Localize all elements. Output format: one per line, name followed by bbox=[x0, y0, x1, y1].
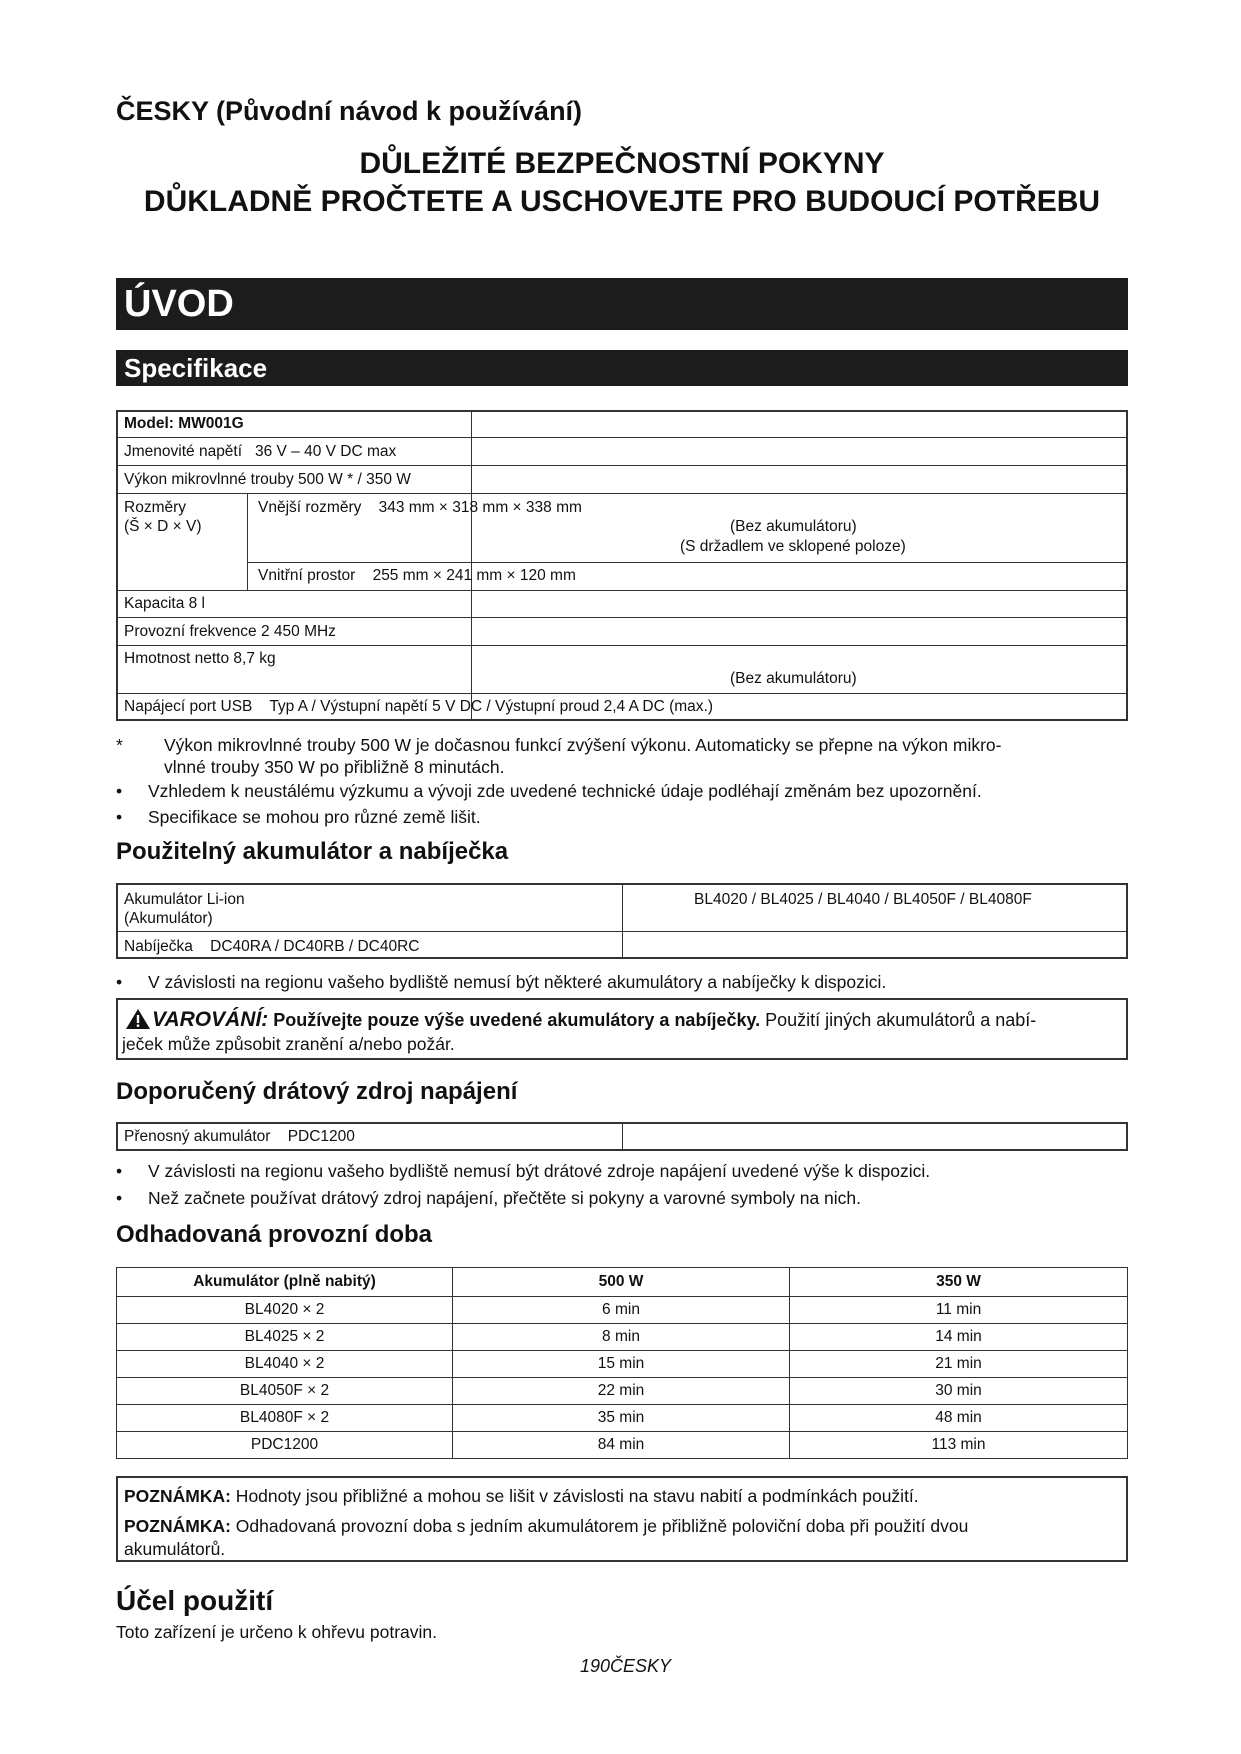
spec-power: Výkon mikrovlnné trouby 500 W * / 350 W bbox=[124, 471, 411, 488]
heading-purpose: Účel použití bbox=[116, 1585, 274, 1616]
spec-outer-note-1: (Bez akumulátoru) bbox=[730, 518, 857, 535]
runtime-cell: 84 min bbox=[453, 1432, 790, 1459]
page-footer: 190ČESKY bbox=[580, 1656, 672, 1676]
spec-usb: Napájecí port USB Typ A / Výstupní napětí 5 V DC / Výstupní proud 2,4 A DC (max.) bbox=[124, 698, 714, 715]
runtime-cell: 11 min bbox=[790, 1297, 1128, 1324]
note-text-1: Hodnoty jsou přibližné a mohou se lišit v závislosti na stavu nabití a podmínkách použití. bbox=[230, 1486, 919, 1506]
runtime-cell: 48 min bbox=[790, 1405, 1128, 1432]
runtime-header-battery: Akumulátor (plně nabitý) bbox=[117, 1268, 453, 1297]
spec-outer-note-2: (S držadlem ve sklopené poloze) bbox=[680, 538, 906, 555]
runtime-cell: BL4050F × 2 bbox=[117, 1378, 453, 1405]
important-line-2: DŮKLADNĚ PROČTETE A USCHOVEJTE PRO BUDOUCÍ POTŘEBU bbox=[143, 185, 1101, 218]
battery-models: BL4020 / BL4025 / BL4040 / BL4050F / BL4080F bbox=[694, 891, 1032, 908]
spec-row-line bbox=[116, 493, 1128, 494]
bullet: • bbox=[116, 781, 123, 801]
spec-dim-label-2: (Š × D × V) bbox=[124, 518, 202, 535]
runtime-cell: BL4080F × 2 bbox=[117, 1405, 453, 1432]
runtime-cell: 30 min bbox=[790, 1378, 1128, 1405]
runtime-cell: 6 min bbox=[453, 1297, 790, 1324]
spec-frequency: Provozní frekvence 2 450 MHz bbox=[124, 623, 336, 640]
runtime-cell: BL4025 × 2 bbox=[117, 1324, 453, 1351]
warning-icon bbox=[125, 1008, 151, 1030]
spec-note-2: Vzhledem k neustálému výzkumu a vývoji zde uvedené technické údaje podléhají změnám bez upozornění. bbox=[148, 781, 982, 801]
warning-text-2: ječek může způsobit zranění a/nebo požár. bbox=[122, 1034, 455, 1054]
spec-row-line bbox=[116, 590, 1128, 591]
wired-note-2: Než začnete používat drátový zdroj napájení, přečtěte si pokyny a varovné symboly na nich. bbox=[148, 1188, 862, 1208]
spec-outer: Vnější rozměry 343 mm × 318 mm × 338 mm bbox=[258, 499, 582, 516]
bullet: • bbox=[116, 1188, 123, 1208]
section-bar-specs: Specifikace bbox=[116, 350, 1128, 386]
footnote-1b: vlnné trouby 350 W po přibližně 8 minutách. bbox=[164, 757, 505, 777]
wired-note-1: V závislosti na regionu vašeho bydliště nemusí být drátové zdroje napájení uvedené výše k dispozici. bbox=[148, 1161, 931, 1181]
warning-text-1: Použití jiných akumulátorů a nabí- bbox=[760, 1010, 1037, 1030]
battery-col-divider bbox=[622, 883, 623, 959]
runtime-cell: BL4040 × 2 bbox=[117, 1351, 453, 1378]
spec-inner: Vnitřní prostor 255 mm × 241 mm × 120 mm bbox=[258, 567, 576, 584]
wired-label: Přenosný akumulátor PDC1200 bbox=[124, 1128, 355, 1145]
spec-col-divider bbox=[471, 410, 472, 721]
battery-note: V závislosti na regionu vašeho bydliště nemusí být některé akumulátory a nabíječky k dispozici. bbox=[148, 972, 887, 992]
bullet: • bbox=[116, 1161, 123, 1181]
spec-model: Model: MW001G bbox=[124, 415, 244, 432]
runtime-cell: 113 min bbox=[790, 1432, 1128, 1459]
heading-runtime: Odhadovaná provozní doba bbox=[116, 1221, 433, 1248]
important-line-1: DŮLEŽITÉ BEZPEČNOSTNÍ POKYNY bbox=[359, 147, 885, 180]
spec-row-line bbox=[116, 645, 1128, 646]
spec-row-line bbox=[116, 617, 1128, 618]
runtime-cell: 22 min bbox=[453, 1378, 790, 1405]
spec-dim-divider bbox=[247, 494, 248, 590]
heading-battery: Použitelný akumulátor a nabíječka bbox=[116, 838, 509, 865]
runtime-cell: 35 min bbox=[453, 1405, 790, 1432]
spec-row-line bbox=[116, 437, 1128, 438]
spec-row-line bbox=[247, 562, 1128, 563]
battery-row-line bbox=[116, 931, 1128, 932]
footnote-1a: Výkon mikrovlnné trouby 500 W je dočasnou funkcí zvýšení výkonu. Automaticky se přepne na výkon mikro- bbox=[164, 735, 1002, 755]
bullet: • bbox=[116, 972, 123, 992]
runtime-header-row bbox=[117, 1268, 1128, 1297]
spec-dim-label: Rozměry bbox=[124, 499, 187, 516]
heading-wired: Doporučený drátový zdroj napájení bbox=[116, 1078, 518, 1105]
warning-bold-text: Používejte pouze výše uvedené akumulátory a nabíječky. bbox=[273, 1010, 761, 1030]
bullet: • bbox=[116, 807, 123, 827]
spec-capacity: Kapacita 8 l bbox=[124, 595, 205, 612]
runtime-table bbox=[116, 1267, 1128, 1459]
battery-label-1: Akumulátor Li-ion bbox=[124, 891, 245, 908]
runtime-cell: 8 min bbox=[453, 1324, 790, 1351]
note-text-2a: Odhadovaná provozní doba s jedním akumulátorem je přibližně poloviční doba při použití dvou bbox=[230, 1516, 969, 1536]
note-label-2: POZNÁMKA: bbox=[124, 1516, 231, 1536]
table-row bbox=[117, 1432, 1128, 1459]
battery-label-2: (Akumulátor) bbox=[124, 910, 213, 927]
purpose-text: Toto zařízení je určeno k ohřevu potravin. bbox=[116, 1622, 438, 1642]
spec-note-3: Specifikace se mohou pro různé země lišit. bbox=[148, 807, 481, 827]
spec-row-line bbox=[116, 465, 1128, 466]
table-row bbox=[117, 1378, 1128, 1405]
table-row bbox=[117, 1297, 1128, 1324]
runtime-header-500w: 500 W bbox=[453, 1268, 790, 1297]
spec-weight-note: (Bez akumulátoru) bbox=[730, 670, 857, 687]
runtime-cell: BL4020 × 2 bbox=[117, 1297, 453, 1324]
charger-models: Nabíječka DC40RA / DC40RB / DC40RC bbox=[124, 938, 420, 955]
note-label-1: POZNÁMKA: bbox=[124, 1486, 231, 1506]
runtime-cell: 15 min bbox=[453, 1351, 790, 1378]
spec-voltage: Jmenovité napětí 36 V – 40 V DC max bbox=[124, 443, 397, 460]
table-row bbox=[117, 1405, 1128, 1432]
note-text-2b: akumulátorů. bbox=[124, 1539, 226, 1559]
footnote-star: * bbox=[116, 735, 123, 755]
table-row bbox=[117, 1351, 1128, 1378]
runtime-cell: 14 min bbox=[790, 1324, 1128, 1351]
warning-label: VAROVÁNÍ: bbox=[152, 1008, 269, 1031]
wired-col-divider bbox=[622, 1122, 623, 1151]
section-bar-intro: ÚVOD bbox=[116, 278, 1128, 330]
runtime-cell: PDC1200 bbox=[117, 1432, 453, 1459]
runtime-cell: 21 min bbox=[790, 1351, 1128, 1378]
table-row bbox=[117, 1324, 1128, 1351]
runtime-header-350w: 350 W bbox=[790, 1268, 1128, 1297]
language-heading: ČESKY (Původní návod k používání) bbox=[116, 96, 583, 126]
spec-weight: Hmotnost netto 8,7 kg bbox=[124, 650, 276, 667]
spec-row-line bbox=[116, 693, 1128, 694]
